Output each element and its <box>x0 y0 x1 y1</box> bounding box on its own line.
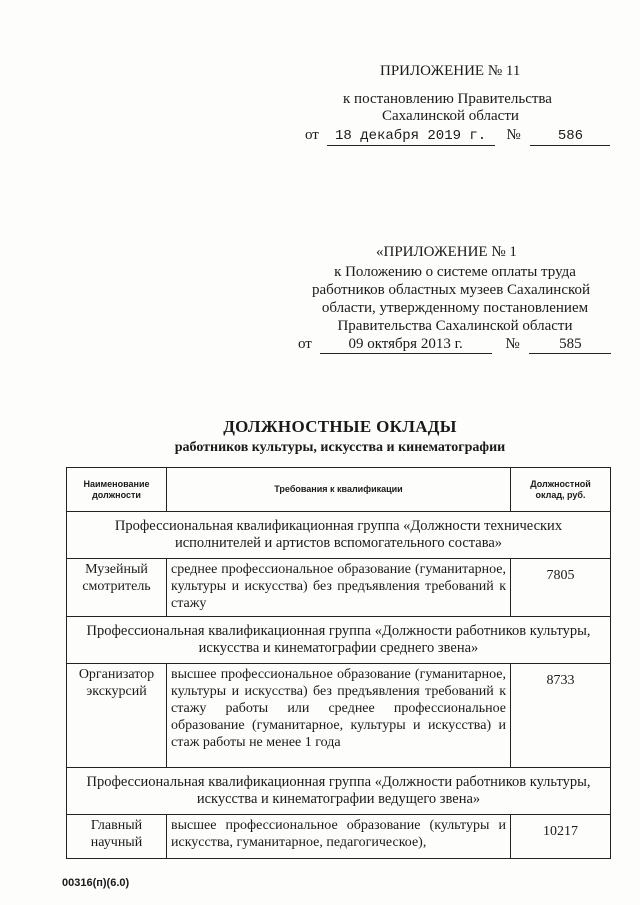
table-row <box>67 559 611 617</box>
appendix-11-date-line <box>305 126 610 146</box>
document-subtitle: работников культуры, искусства и кинематографии <box>174 440 506 455</box>
salary-cell: 10217 <box>511 815 611 859</box>
appendix-1-line3: области, утвержденному постановлением <box>321 300 589 316</box>
group-row <box>67 617 611 664</box>
group-row <box>67 512 611 559</box>
number-label: № <box>506 127 521 143</box>
decree-date: 18 декабря 2019 г. <box>327 127 495 146</box>
position-cell: Главный научный <box>67 815 167 859</box>
appendix-11-line1: к постановлению Правительства <box>343 91 552 107</box>
header-salary: Должностной оклад, руб. <box>511 468 611 512</box>
regulation-number: 585 <box>529 335 611 354</box>
form-code: 00316(п)(6.0) <box>62 877 130 889</box>
appendix-1-title: «ПРИЛОЖЕНИЕ № 1 <box>376 244 517 260</box>
number-label: № <box>505 336 520 352</box>
requirements-cell: высшее профессиональное образование (культуры и искусства, гуманитарное, педагогическое), <box>167 815 511 859</box>
header-position: Наименование должности <box>67 468 167 512</box>
position-cell: Организатор экскурсий <box>67 664 167 768</box>
from-label: от <box>305 127 319 143</box>
group-title: Профессиональная квалификационная группа «Должности работников культуры, искусства и кинематографии среднего звена» <box>67 617 611 664</box>
table-header-row <box>67 468 611 512</box>
appendix-1-date-line <box>298 335 611 354</box>
header-requirements: Требования к квалификации <box>167 468 511 512</box>
decree-number: 586 <box>530 127 610 146</box>
appendix-11-line2: Сахалинской области <box>382 108 519 124</box>
salary-cell: 7805 <box>511 559 611 617</box>
from-label: от <box>298 336 312 352</box>
document-title: ДОЛЖНОСТНЫЕ ОКЛАДЫ <box>223 417 457 436</box>
regulation-date: 09 октября 2013 г. <box>320 335 492 354</box>
group-row <box>67 768 611 815</box>
appendix-11-title: ПРИЛОЖЕНИЕ № 11 <box>380 63 521 79</box>
group-title: Профессиональная квалификационная группа «Должности работников культуры, искусства и кинематографии ведущего звена» <box>67 768 611 815</box>
appendix-1-line1: к Положению о системе оплаты труда <box>334 264 576 280</box>
appendix-1-line2: работников областных музеев Сахалинской <box>311 282 591 298</box>
table-row <box>67 815 611 859</box>
requirements-cell: высшее профессиональное образование (гуманитарное, культуры и искусства) без предъявления требований к стажу работы или среднее профессиональное образование (гуманитарное, культуры и искусства) и стаж работы не менее 1 года <box>167 664 511 768</box>
appendix-1-line4: Правительства Сахалинской области <box>337 318 573 334</box>
table-row <box>67 664 611 768</box>
group-title: Профессиональная квалификационная группа «Должности технических исполнителей и артистов вспомогательного состава» <box>67 512 611 559</box>
position-cell: Музейный смотритель <box>67 559 167 617</box>
salary-table <box>66 467 611 859</box>
requirements-cell: среднее профессиональное образование (гуманитарное, культуры и искусства) без предъявления требований к стажу <box>167 559 511 617</box>
salary-cell: 8733 <box>511 664 611 768</box>
